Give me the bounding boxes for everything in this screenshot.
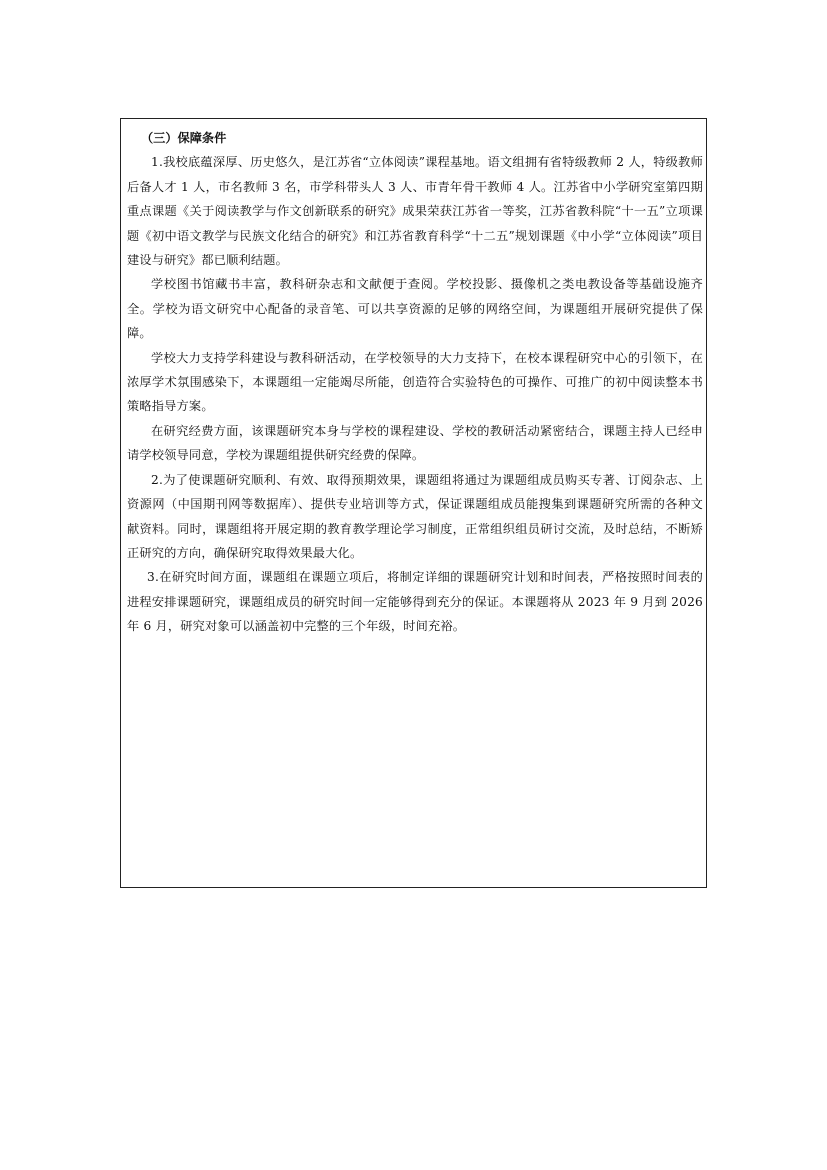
section-content (127, 126, 703, 639)
paragraph-research-time: 3.在研究时间方面，课题组在课题立项后，将制定详细的课题研究计划和时间表，严格按照时间表的进程安排课题研究，课题组成员的研究时间一定能够得到充分的保证。本课题将从 2023 年 9 月到 2026 年 6 月，研究对象可以涵盖初中完整的三个年级，时间充裕。 (127, 570, 703, 634)
paragraph-research-materials: 2.为了使课题研究顺利、有效、取得预期效果，课题组将通过为课题组成员购买专著、订阅杂志、上资源网（中国期刊网等数据库）、提供专业培训等方式，保证课题组成员能搜集到课题研究所需的各种文献资料。同时，课题组将开展定期的教育教学理论学习制度，正常组织组员研讨交流，及时总结，不断矫正研究的方向，确保研究取得效果最大化。 (127, 472, 703, 560)
paragraph-library-facilities: 学校图书馆藏书丰富，教科研杂志和文献便于查阅。学校投影、摄像机之类电教设备等基础设施齐全。学校为语文研究中心配备的录音笔、可以共享资源的足够的网络空间，为课题组开展研究提供了保障。 (127, 277, 703, 341)
paragraph-school-support: 学校大力支持学科建设与教科研活动，在学校领导的大力支持下，在校本课程研究中心的引领下，在浓厚学术氛围感染下，本课题组一定能竭尽所能，创造符合实验特色的可操作、可推广的初中阅读整本书策略指导方案。 (127, 350, 703, 414)
section-heading: （三）保障条件 (141, 131, 227, 145)
table-cell-frame (120, 118, 707, 888)
paragraph-research-funding: 在研究经费方面，该课题研究本身与学校的课程建设、学校的教研活动紧密结合，课题主持人已经申请学校领导同意，学校为课题组提供研究经费的保障。 (127, 423, 703, 463)
paragraph-teacher-strength: 1.我校底蕴深厚、历史悠久，是江苏省“立体阅读”课程基地。语文组拥有省特级教师 2 人，特级教师后备人才 1 人，市名教师 3 名，市学科带头人 3 人、市青年骨干教师 4 人。江苏省中小学研究室第四期重点课题《关于阅读教学与作文创新联系的研究》成果荣获江苏省一等奖，江苏省教科院“十一五”立项课题《初中语文教学与民族文化结合的研究》和江苏省教育科学“十二五”规划课题《中小学“立体阅读”项目建设与研究》都已顺利结题。 (127, 155, 703, 268)
